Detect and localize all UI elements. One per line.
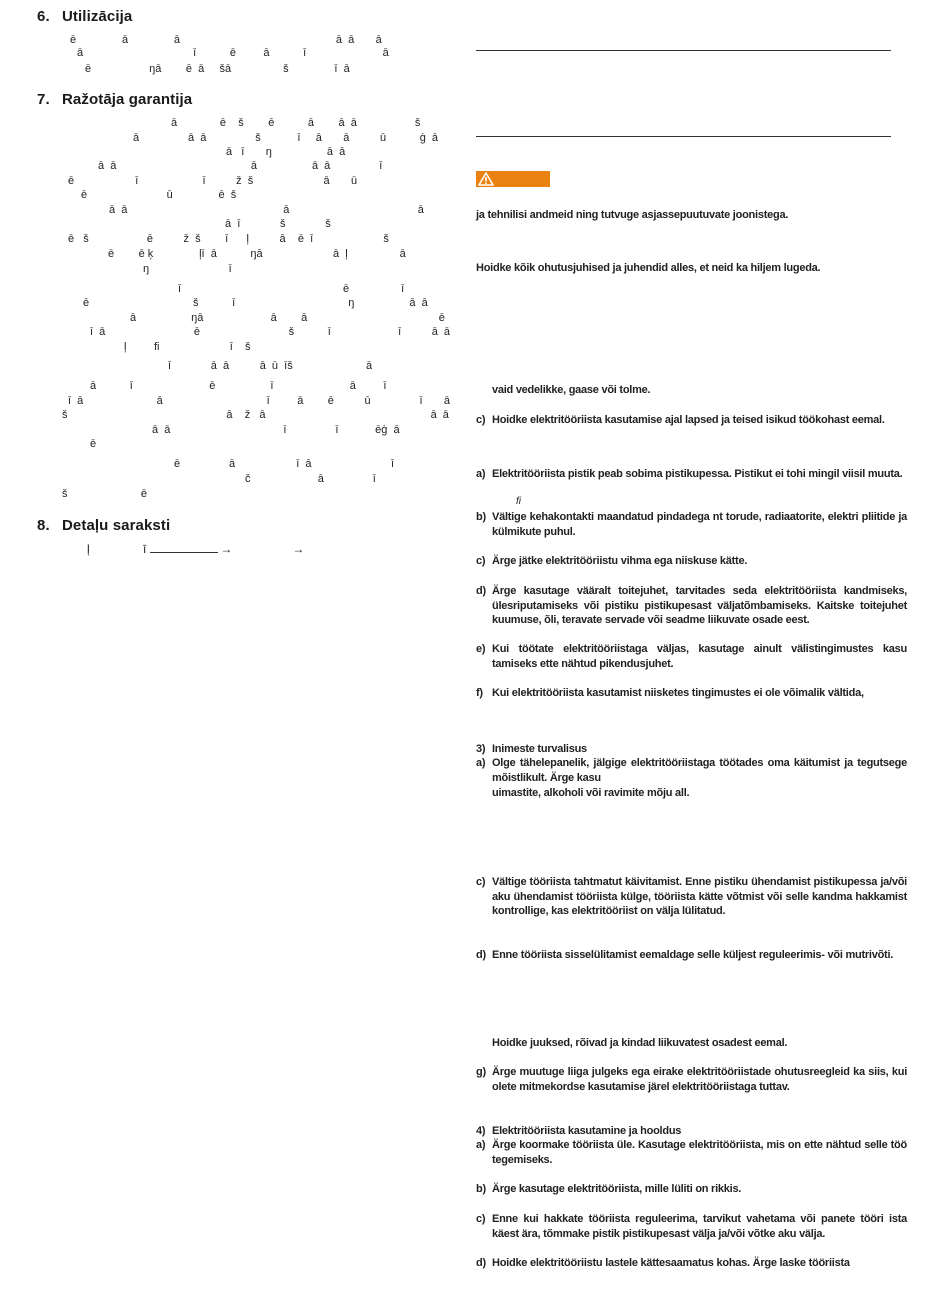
- item-label: c): [476, 555, 486, 567]
- item-label: c): [476, 414, 486, 426]
- list-item: [476, 948, 907, 963]
- item-text: Kui elektritööriista kasutamist niisketes tingimustes ei ole võimalik vältida,: [492, 687, 864, 699]
- item-text: Elektritööriista kasutamine ja hooldus: [492, 1125, 682, 1137]
- text-fragment: ē ā ā ā ā ā: [70, 34, 382, 46]
- text-fragment: ā ē š ē ā ā ā š: [171, 117, 421, 129]
- section-title: Ražotāja garantija: [62, 91, 193, 108]
- section-title: Utilizācija: [62, 8, 133, 25]
- item-text: vaid vedelikke, gaase või tolme.: [492, 384, 651, 396]
- horizontal-rule: [476, 50, 891, 51]
- paragraph: [476, 383, 907, 398]
- arrow-right-icon: →: [292, 542, 305, 556]
- text-fragment: ī ē ī: [178, 283, 405, 295]
- text-fragment: ā ī ē ī ā ī: [90, 380, 387, 392]
- item-text: Enne tööriista sisselülitamist eemaldage selle küljest reguleerimis- või mutrivõti.: [492, 949, 894, 961]
- item-text: Vältige tööriista tahtmatut käivitamist. Enne pistiku ühendamist pistikupessa ja/või aku ühendamist tööriista külge, tööriista kätte võtmist või selle kandma hakkamist kontrollige, kas elektritööriist on välja lülitatud.: [492, 876, 907, 918]
- item-text: Hoidke kõik ohutusjuhised ja juhendid alles, et neid ka hiljem lugeda.: [476, 262, 821, 274]
- section-number: 7.: [37, 91, 50, 108]
- item-text: ja tehnilisi andmeid ning tutvuge asjassepuutuvate joonistega.: [476, 209, 789, 221]
- item-text: Ärge muutuge liiga julgeks ega eirake elektritööriistade ohutusreegleid ka siis, kui olete mitmekordse kasutamise järel elektritööriistaga tuttav.: [492, 1066, 907, 1093]
- item-label: a): [476, 757, 486, 769]
- paragraph: [476, 1036, 907, 1051]
- item-label: c): [476, 1213, 486, 1225]
- item-text: Hoidke juuksed, rõivad ja kindad liikuvatest osadest eemal.: [492, 1037, 788, 1049]
- list-item: [476, 686, 907, 701]
- list-item: [476, 756, 907, 785]
- text-fragment: ē š ē ž š ī ļ ā ē ī š: [68, 233, 389, 245]
- item-label: d): [476, 1257, 486, 1269]
- warning-label: [476, 171, 550, 187]
- list-item: [476, 1256, 907, 1271]
- text-fragment: š ē: [62, 488, 147, 500]
- item-text: Hoidke elektritööriista kasutamise ajal lapsed ja teised isikud töökohast eemal.: [492, 414, 885, 426]
- blank-underline: [150, 540, 218, 553]
- text-fragment: ē š ī ŋ ā ā: [83, 297, 428, 309]
- text-fragment: ē: [90, 438, 97, 450]
- item-label: 4): [476, 1125, 486, 1137]
- text-fragment: č ā ī: [245, 473, 376, 485]
- paragraph: [476, 261, 891, 276]
- item-text: Ärge kasutage vääralt toitejuhet, tarvitades seda elektritööriista kandmiseks, ülesriputamiseks või pistiku pistikupesast väljatõmbamiseks. Kaitske toitejuhet kuumuse, õli, teravate servade või seadme liikuvate osade eest.: [492, 585, 907, 627]
- item-text: Elektritööriista pistik peab sobima pistikupessa. Pistikut ei tohi mingil viisil muuta.: [492, 468, 903, 480]
- item-text: Ärge kasutage elektritööriista, mille lüliti on rikkis.: [492, 1183, 742, 1195]
- list-item: [476, 413, 907, 428]
- item-label: 3): [476, 743, 486, 755]
- list-item: [476, 1182, 907, 1197]
- section-heading: [37, 8, 132, 25]
- horizontal-rule: [476, 136, 891, 137]
- text-fragment: ē ā ī ā ī: [174, 458, 395, 470]
- list-item: [476, 875, 907, 919]
- text-fragment: ā ī ŋ ā ā: [226, 146, 346, 158]
- list-item: [476, 584, 907, 628]
- item-label: b): [476, 511, 486, 523]
- section-title: Detaļu saraksti: [62, 517, 171, 534]
- list-item: [476, 1138, 907, 1167]
- text-fragment: ē ŋā ē ā šā š ī ā: [85, 63, 350, 75]
- item-text: uimastite, alkoholi või ravimite mõju all.: [492, 787, 690, 799]
- item-label: d): [476, 949, 486, 961]
- text-fragment: ā ā ā š ī ā ā ū ġ ā: [133, 132, 439, 144]
- warning-triangle-icon: [478, 172, 494, 186]
- text-fragment: ā ŋā ā ā ē: [130, 312, 445, 324]
- list-item: [476, 1212, 907, 1241]
- item-label: c): [476, 876, 486, 888]
- section-heading: [37, 91, 192, 108]
- text-fragment: ā ī ē ā ī ā: [77, 47, 389, 59]
- list-item: [476, 1065, 907, 1094]
- item-label: g): [476, 1066, 486, 1078]
- section-heading: [37, 517, 170, 534]
- section-number: 8.: [37, 517, 50, 534]
- section-number: 6.: [37, 8, 50, 25]
- text-fragment: ā ī š š: [225, 218, 331, 230]
- text-fragment: ā ā ā ā ā ī: [98, 160, 383, 172]
- item-text: Kui töötate elektritööriistaga väljas, kasutage ainult välistingimustes kasu tamiseks ette nähtud pikendusjuhet.: [492, 643, 907, 670]
- text-fragment: ļ fi ī š: [124, 341, 251, 353]
- item-label: f): [476, 687, 483, 699]
- item-text: Vältige kehakontakti maandatud pindadega nt torude, radiaatorite, elektri pliitide ja külmikute puhul.: [492, 511, 907, 538]
- list-item: [476, 510, 907, 539]
- list-item: [476, 467, 907, 482]
- item-label: e): [476, 643, 486, 655]
- item-text: Ärge koormake tööriista üle. Kasutage elektritööriista, mis on ette nähtud selle töö tegemiseks.: [492, 1139, 907, 1166]
- item-label: a): [476, 1139, 486, 1151]
- item-text: Inimeste turvalisus: [492, 743, 587, 755]
- text-fragment: ā ā ī ī ēģ ā: [152, 424, 400, 436]
- text-fragment: ā ā ā ā: [109, 204, 424, 216]
- item-text: Ärge jätke elektritööriistu vihma ega niiskuse kätte.: [492, 555, 748, 567]
- list-item: [476, 1124, 907, 1139]
- paragraph: [476, 786, 907, 801]
- ligature-fragment: fi: [516, 496, 521, 507]
- list-item: [476, 642, 907, 671]
- parts-list-line: [87, 540, 304, 556]
- arrow-right-icon: →: [220, 542, 233, 556]
- text-fragment: ē ē ķ ļī ā ŋā ā ļ ā: [108, 248, 406, 260]
- item-text: Enne kui hakkate tööriista reguleerima, tarvikut vahetama või panete tööri ista käest ära, tõmmake pistik pistikupesast välja ja/või võtke aku välja.: [492, 1213, 907, 1240]
- paragraph: [476, 208, 891, 223]
- text-fragment: ī ā ē š ī ī ā ā: [90, 326, 451, 338]
- text-fragment: š ā ž ā ā ā: [62, 409, 449, 421]
- list-item: [476, 742, 907, 757]
- text-fragment: ē ū ē š: [81, 189, 237, 201]
- item-text: Hoidke elektritööriistu lastele kättesaamatus kohas. Ärge laske tööriista: [492, 1257, 850, 1269]
- parts-list-text: ļ ī: [87, 542, 147, 556]
- item-label: d): [476, 585, 486, 597]
- item-label: a): [476, 468, 486, 480]
- text-fragment: ī ā ā ā ū īš ā: [168, 360, 373, 372]
- item-text: Olge tähelepanelik, jälgige elektritööriistaga töötades oma käitumist ja tegutsege mõistlikult. Ärge kasu: [492, 757, 907, 784]
- item-label: b): [476, 1183, 486, 1195]
- text-fragment: ē ī ī ž š ā ū: [68, 175, 358, 187]
- text-fragment: ī ā ā ī ā ē ū ī ā: [68, 395, 451, 407]
- list-item: [476, 554, 907, 569]
- text-fragment: ŋ ī: [143, 263, 232, 275]
